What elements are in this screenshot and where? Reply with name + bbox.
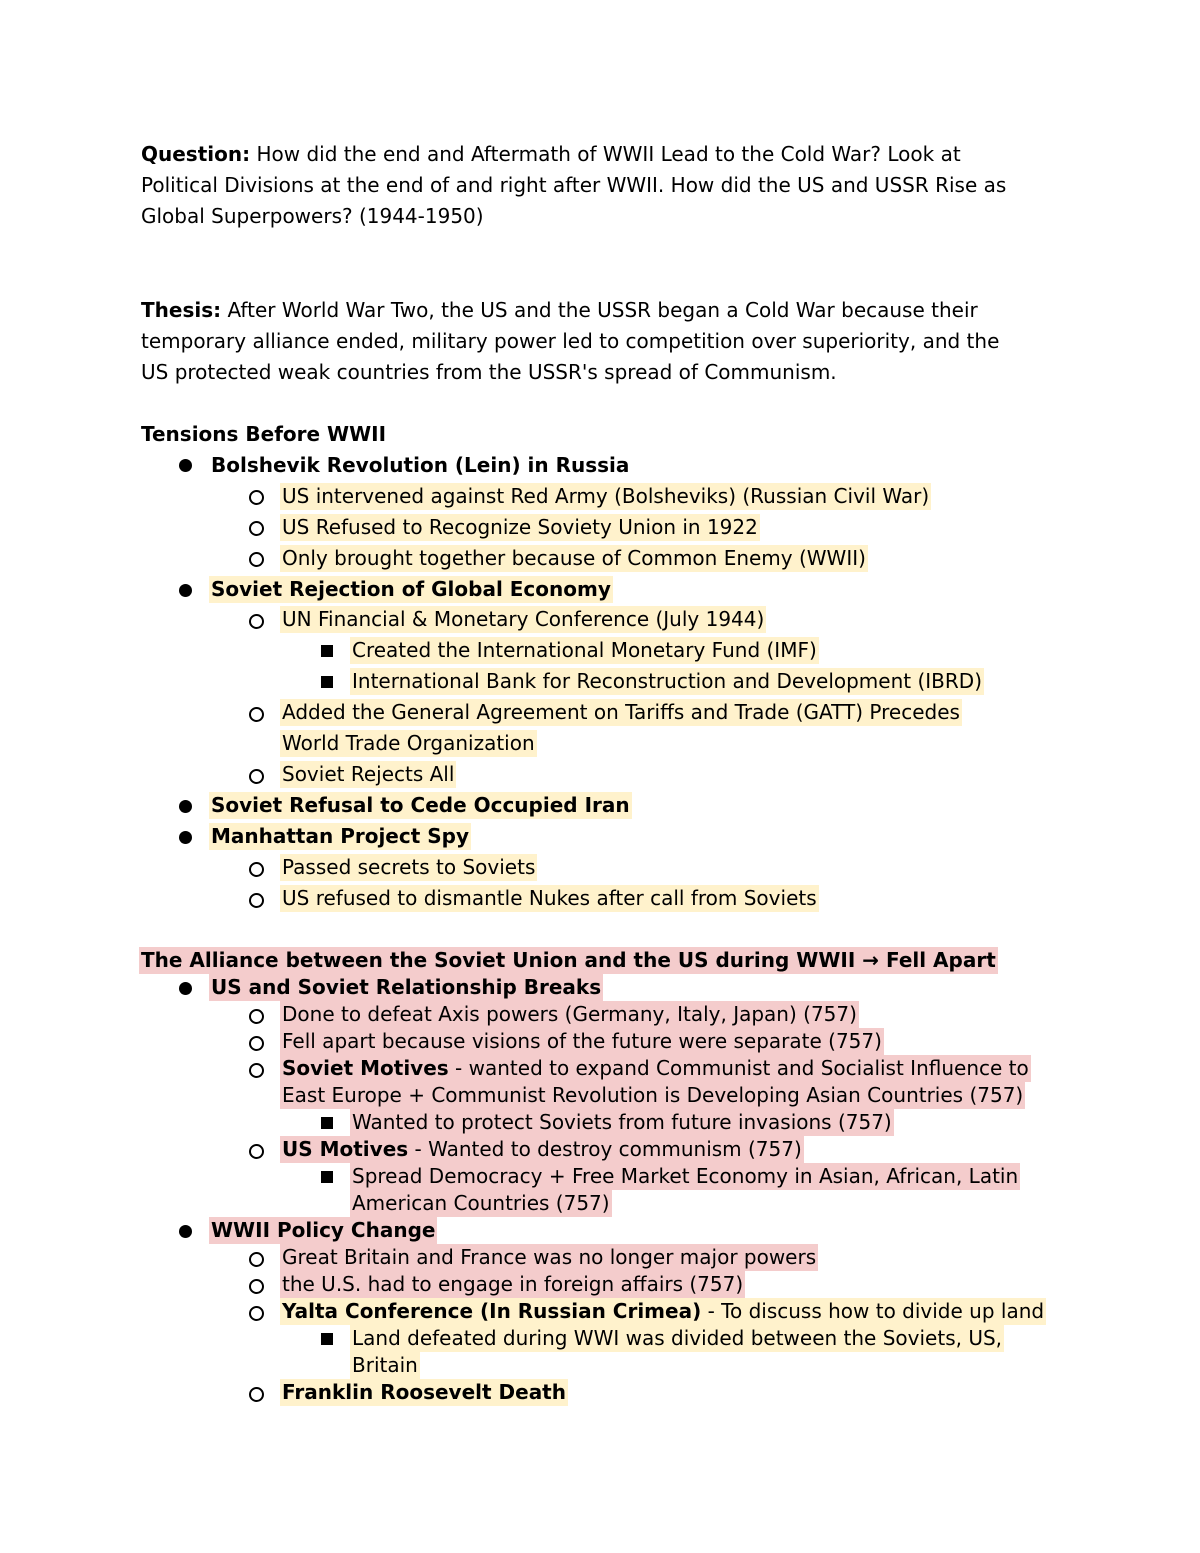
thesis-line-1: After World War Two, the US and the USSR began a Cold War because their: [221, 298, 978, 322]
list-item: Created the International Monetary Fund (IMF): [352, 638, 817, 662]
bullet-square-icon: [321, 676, 333, 688]
list-item-continuation: Britain: [352, 1353, 418, 1377]
list-item: US refused to dismantle Nukes after call from Soviets: [282, 886, 817, 910]
list-item: Yalta Conference (In Russian Crimea) - To discuss how to divide up land: [282, 1299, 1045, 1323]
bullet-circle-icon: [249, 707, 264, 722]
bullet-circle-icon: [249, 614, 264, 629]
list-item: UN Financial & Monetary Conference (July 1944): [282, 607, 765, 631]
list-item: Wanted to protect Soviets from future invasions (757): [352, 1110, 892, 1134]
list-item: Soviet Refusal to Cede Occupied Iran: [211, 793, 630, 817]
bullet-disc-icon: [179, 1225, 192, 1238]
list-item: Soviet Rejection of Global Economy: [211, 577, 611, 601]
bullet-square-icon: [321, 645, 333, 657]
list-item: Spread Democracy + Free Market Economy in Asian, African, Latin: [352, 1164, 1019, 1188]
bullet-circle-icon: [249, 490, 264, 505]
list-item: US Motives - Wanted to destroy communism (757): [282, 1137, 802, 1161]
list-item: Bolshevik Revolution (Lein) in Russia: [211, 453, 630, 477]
bullet-disc-icon: [179, 584, 192, 597]
bullet-disc-icon: [179, 800, 192, 813]
section-heading-alliance: The Alliance between the Soviet Union and the US during WWII → Fell Apart: [141, 948, 996, 972]
list-item: US and Soviet Relationship Breaks: [211, 975, 602, 999]
us-motives-label: US Motives: [282, 1137, 409, 1161]
bullet-circle-icon: [249, 552, 264, 567]
soviet-motives-label: Soviet Motives: [282, 1056, 449, 1080]
question-line-1: How did the end and Aftermath of WWII Lead to the Cold War? Look at: [250, 142, 961, 166]
bullet-circle-icon: [249, 1036, 264, 1051]
list-item: Franklin Roosevelt Death: [282, 1380, 566, 1404]
list-item: Only brought together because of Common Enemy (WWII): [282, 546, 866, 570]
list-item: Manhattan Project Spy: [211, 824, 470, 848]
bullet-circle-icon: [249, 1063, 264, 1078]
list-item: Great Britain and France was no longer major powers: [282, 1245, 817, 1269]
bullet-circle-icon: [249, 893, 264, 908]
bullet-circle-icon: [249, 1144, 264, 1159]
question-line-3: Global Superpowers? (1944-1950): [141, 204, 484, 228]
list-item-continuation: American Countries (757): [352, 1191, 610, 1215]
bullet-disc-icon: [179, 831, 192, 844]
bullet-circle-icon: [249, 1009, 264, 1024]
bullet-circle-icon: [249, 769, 264, 784]
list-item: US Refused to Recognize Soviety Union in 1922: [282, 515, 758, 539]
list-item: International Bank for Reconstruction and Development (IBRD): [352, 669, 982, 693]
bullet-circle-icon: [249, 1279, 264, 1294]
question-line-2: Political Divisions at the end of and right after WWII. How did the US and USSR Rise as: [141, 173, 1007, 197]
bullet-circle-icon: [249, 862, 264, 877]
question-label: Question:: [141, 142, 251, 166]
thesis-line-3: US protected weak countries from the USSR's spread of Communism.: [141, 360, 837, 384]
thesis-label: Thesis:: [141, 298, 222, 322]
bullet-square-icon: [321, 1333, 333, 1345]
list-item: Soviet Motives - wanted to expand Communist and Socialist Influence to: [282, 1056, 1029, 1080]
list-item: the U.S. had to engage in foreign affairs (757): [282, 1272, 744, 1296]
bullet-disc-icon: [179, 982, 192, 995]
bullet-circle-icon: [249, 1387, 264, 1402]
bullet-circle-icon: [249, 1306, 264, 1321]
section-heading-tensions: Tensions Before WWII: [141, 422, 387, 446]
list-item: Fell apart because visions of the future were separate (757): [282, 1029, 882, 1053]
yalta-conference-label: Yalta Conference (In Russian Crimea): [282, 1299, 702, 1323]
list-item-continuation: East Europe + Communist Revolution is Developing Asian Countries (757): [282, 1083, 1024, 1107]
bullet-circle-icon: [249, 521, 264, 536]
bullet-square-icon: [321, 1117, 333, 1129]
list-item: WWII Policy Change: [211, 1218, 436, 1242]
list-item: Added the General Agreement on Tariffs and Trade (GATT) Precedes: [282, 700, 960, 724]
list-item: Passed secrets to Soviets: [282, 855, 536, 879]
thesis-line-2: temporary alliance ended, military power led to competition over superiority, and the: [141, 329, 1000, 353]
list-item: Done to defeat Axis powers (Germany, Italy, Japan) (757): [282, 1002, 857, 1026]
list-item: Land defeated during WWI was divided between the Soviets, US,: [352, 1326, 1003, 1350]
bullet-square-icon: [321, 1171, 333, 1183]
list-item: US intervened against Red Army (Bolsheviks) (Russian Civil War): [282, 484, 930, 508]
list-item-continuation: World Trade Organization: [282, 731, 535, 755]
list-item: Soviet Rejects All: [282, 762, 455, 786]
bullet-disc-icon: [179, 459, 192, 472]
bullet-circle-icon: [249, 1252, 264, 1267]
